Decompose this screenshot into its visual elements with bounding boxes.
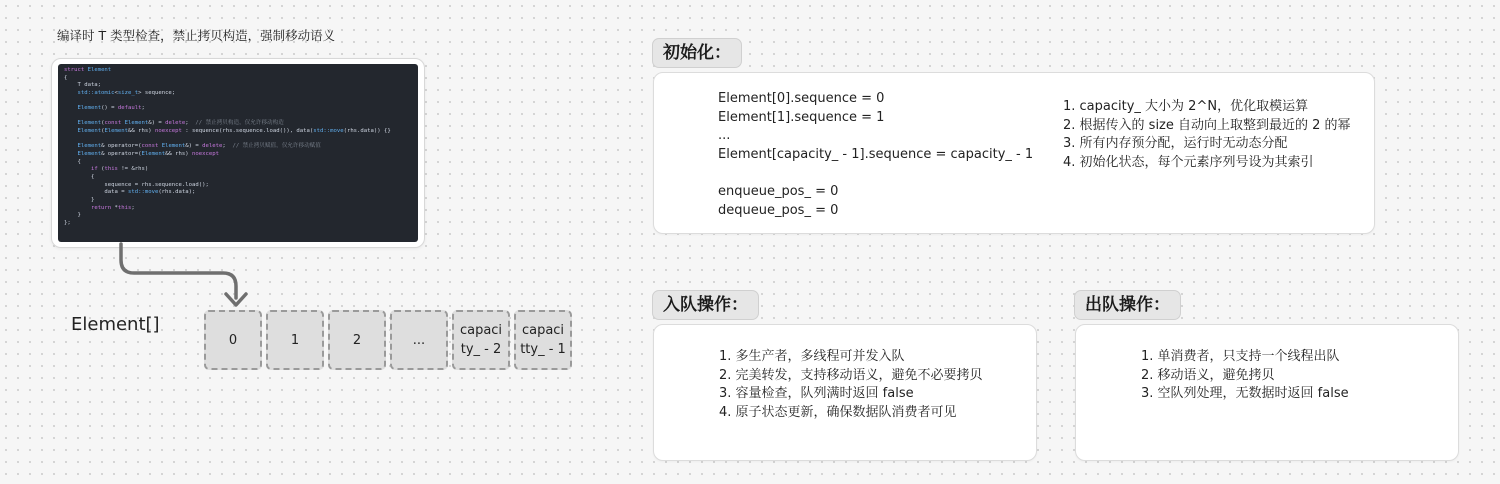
code-line: data = std::move(rhs.data);: [64, 189, 196, 196]
code-line: [64, 98, 412, 106]
arrow-connector: [110, 240, 260, 320]
init-sequence-list: [718, 90, 1033, 220]
init-sequence-line: Element[1].sequence = 1: [718, 109, 885, 125]
code-line: Element() = default;: [77, 105, 145, 112]
code-line: std::atomic<size_t> sequence;: [77, 89, 176, 96]
code-line: if (this != &rhs): [90, 166, 149, 173]
enqueue-note-line: 1. 多生产者，多线程可并发入队: [719, 349, 905, 364]
element-cell: 2: [328, 310, 386, 370]
init-note-line: 1. capacity_ 大小为 2^N，优化取模运算: [1063, 99, 1309, 114]
code-line: };: [64, 219, 71, 226]
enqueue-title: 入队操作：: [652, 290, 759, 320]
init-note-line: 2. 根据传入的 size 自动向上取整到最近的 2 的幂: [1063, 117, 1351, 133]
dequeue-note-line: 1. 单消费者，只支持一个线程出队: [1141, 349, 1340, 364]
code-line: Element(Element&& rhs) noexcept : sequence(rhs.sequence.load()), data(std::move(rhs.data)) {}: [77, 128, 391, 135]
dequeue-note-line: 2. 移动语义，避免拷贝: [1141, 367, 1275, 383]
element-cell: capaci ty_ - 2: [452, 310, 510, 370]
init-note-line: 3. 所有内存预分配，运行时无动态分配: [1063, 136, 1288, 152]
init-sequence-line: Element[capacity_ - 1].sequence = capacity_ - 1: [718, 146, 1034, 162]
code-caption: 编译时 T 类型检查，禁止拷贝构造，强制移动语义: [57, 28, 336, 43]
code-line: }: [64, 196, 95, 203]
element-cell: 0: [204, 310, 262, 370]
enqueue-card: [653, 324, 1037, 461]
element-cell: 1: [266, 310, 324, 370]
dequeue-title: 出队操作：: [1074, 290, 1181, 320]
init-sequence-line: enqueue_pos_ = 0: [718, 183, 839, 199]
init-sequence-line: [718, 164, 1033, 183]
code-line: {: [64, 173, 95, 180]
dequeue-note-line: 3. 空队列处理，无数据时返回 false: [1141, 386, 1349, 402]
enqueue-note-line: 4. 原子状态更新，确保数据队消费者可见: [719, 404, 957, 420]
init-sequence-line: ...: [718, 128, 731, 144]
code-line: return *this;: [90, 204, 135, 211]
code-line: }: [64, 212, 81, 219]
init-note-line: 4. 初始化状态，每个元素序列号设为其索引: [1063, 154, 1314, 170]
code-block: [58, 64, 418, 242]
code-line: Element(const Element&) = delete; // 禁止拷贝构造，仅允许移动构造: [77, 120, 284, 127]
enqueue-note-line: 2. 完美转发，支持移动语义，避免不必要拷贝: [719, 367, 983, 383]
enqueue-note-line: 3. 容量检查，队列满时返回 false: [719, 386, 914, 402]
code-line: Element& operator=(const Element&) = delete; // 禁止拷贝赋值，仅允许移动赋值: [77, 143, 321, 150]
element-cell: capaci tty_ - 1: [514, 310, 572, 370]
code-line: struct Element: [64, 67, 112, 73]
init-title: 初始化：: [652, 38, 742, 68]
init-sequence-line: Element[0].sequence = 0: [718, 91, 885, 106]
init-sequence-line: dequeue_pos_ = 0: [718, 202, 839, 218]
element-cell: ...: [390, 310, 448, 370]
code-line: {: [64, 158, 81, 165]
init-notes-list: [1063, 98, 1351, 172]
element-array-label: Element[]: [71, 314, 160, 335]
dequeue-card: [1075, 324, 1459, 461]
dequeue-notes-list: [1141, 348, 1349, 404]
code-line: Element& operator=(Element&& rhs) noexcept: [77, 151, 219, 158]
code-line: sequence = rhs.sequence.load();: [64, 181, 209, 188]
element-array: [204, 310, 576, 370]
code-line: T data;: [64, 82, 102, 89]
init-card: [653, 72, 1375, 234]
code-line: {: [64, 74, 68, 81]
code-snippet-frame: [51, 58, 425, 248]
enqueue-notes-list: [719, 348, 983, 422]
